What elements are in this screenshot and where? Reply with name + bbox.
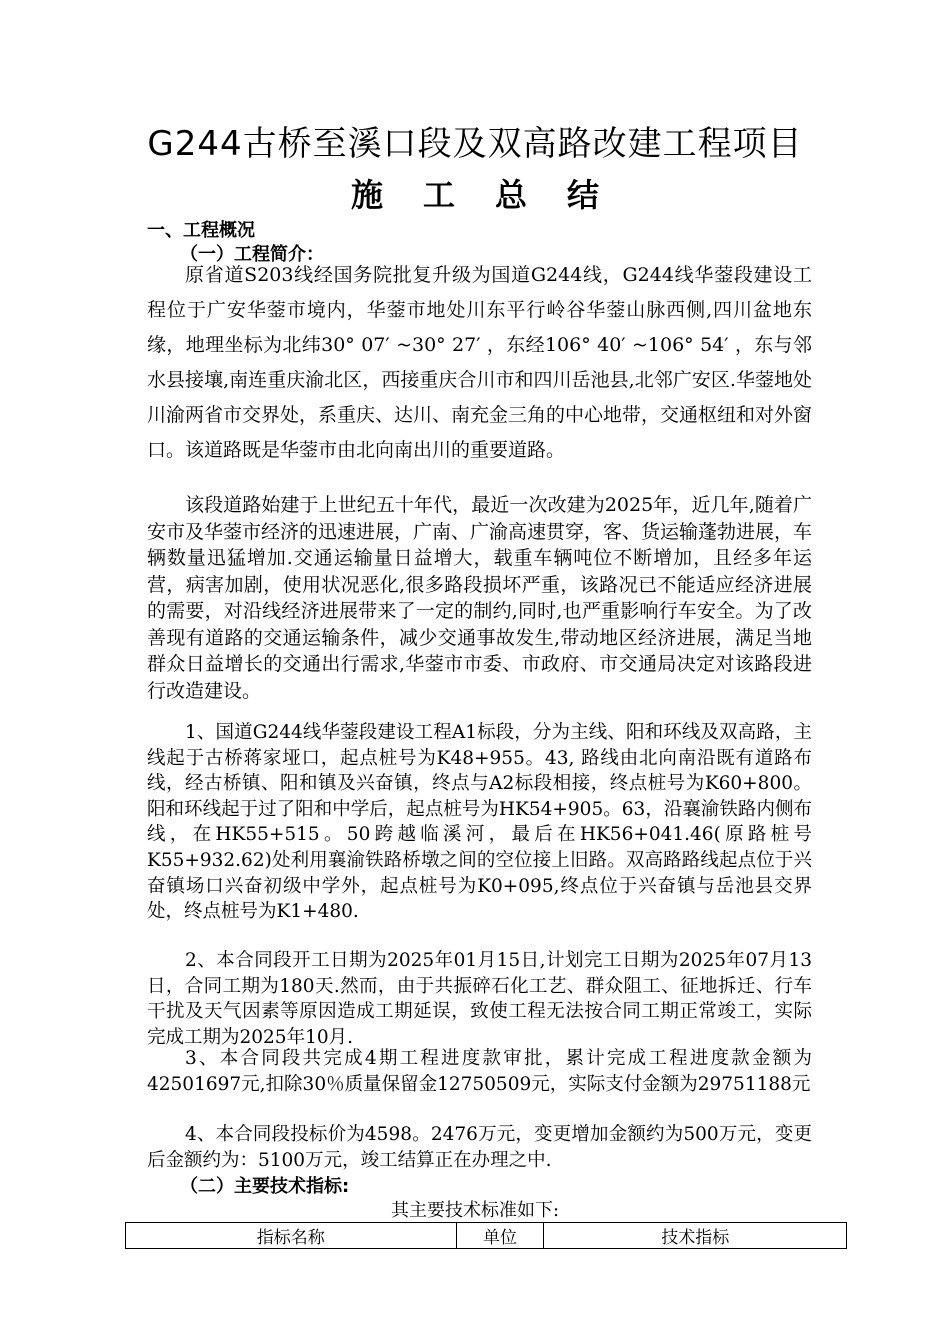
paragraph-history: 该段道路始建于上世纪五十年代，最近一次改建为2025年，近几年,随着广安市及华蓥市经济的迅速进展，广南、广渝高速贯穿，客、货运输蓬勃进展，车辆数量迅猛增加.交通运输量日益增大，载重车辆吨位不断增加，且经多年运营，病害加剧，使用状况恶化,很多路段损坏严重，该路况已不能适应经济进展的需要，对沿线经济进展带来了一定的制约,同时,也严重影响行车安全。为了改善现有道路的交通运输条件，减少交通事故发生,带动地区经济进展，满足当地群众日益增长的交通出行需求,华蓥市市委、市政府、市交通局决定对该路段进行改造建设。 <box>147 494 813 702</box>
spec-table <box>125 1222 847 1249</box>
table-caption: 其主要技术标准如下: <box>390 1200 560 1221</box>
section-heading: 一、工程概况 <box>147 220 255 241</box>
document-title: G244古桥至溪口段及双高路改建工程项目 <box>147 124 803 164</box>
paragraph-route: 1、国道G244线华蓥段建设工程A1标段，分为主线、阳和环线及双高路，主线起于古桥蒋家垭口，起点桩号为K48+955。43, 路线由北向南沿既有道路布线，经古桥镇、阳和镇及兴奋镇，终点与A2标段相接，终点桩号为K60+800。阳和环线起于过了阳和中学后，起点桩号为HK54+905。63，沿襄渝铁路内侧布线，在HK55+515。50跨越临溪河，最后在HK56+041.46(原路桩号K55+932.62)处利用襄渝铁路桥墩之间的空位接上旧路。双高路路线起点位于兴奋镇场口兴奋初级中学外，起点桩号为K0+095,终点位于兴奋镇与岳池县交界处，终点桩号为K1+480. <box>147 722 812 923</box>
paragraph-location: 原省道S203线经国务院批复升级为国道G244线，G244线华蓥段建设工程位于广安华蓥市境内，华蓥市地处川东平行岭谷华蓥山脉西侧,四川盆地东缘，地理坐标为北纬30° 07′ ~30° 27′ ，东经106° 40′ ~106° 54′ ，东与邻水县接壤,南连重庆渝北区，西接重庆合川市和四川岳池县,北邻广安区.华蓥地处川渝两省市交界处，系重庆、达川、南充金三角的中心地带，交通枢纽和对外窗口。该道路既是华蓥市由北向南出川的重要道路。 <box>147 264 813 461</box>
paragraph-payment: 3、本合同段共完成4期工程进度款审批，累计完成工程进度款金额为42501697元,扣除30％质量保留金12750509元，实际支付金额为29751188元 <box>147 1048 812 1095</box>
document-subtitle: 施工总结 <box>350 176 639 214</box>
table-header-row <box>126 1223 847 1249</box>
subsection-heading-specs: （二）主要技术指标: <box>180 1176 350 1197</box>
header-unit: 单位 <box>456 1223 544 1249</box>
paragraph-budget: 4、本合同段投标价为4598。2476万元，变更增加金额约为500万元，变更后金额约为：5100万元，竣工结算正在办理之中. <box>147 1124 812 1171</box>
subsection-heading-intro: （一）工程简介： <box>180 244 324 265</box>
paragraph-schedule: 2、本合同段开工日期为2025年01月15日,计划完工日期为2025年07月13日，合同工期为180天.然而，由于共振碎石化工艺、群众阻工、征地拆迁、行车干扰及天气因素等原因造成工期延误，致使工程无法按合同工期正常竣工，实际完成工期为2025年10月. <box>147 950 812 1048</box>
header-indicator-name: 指标名称 <box>126 1223 457 1249</box>
header-technical-indicator: 技术指标 <box>544 1223 847 1249</box>
